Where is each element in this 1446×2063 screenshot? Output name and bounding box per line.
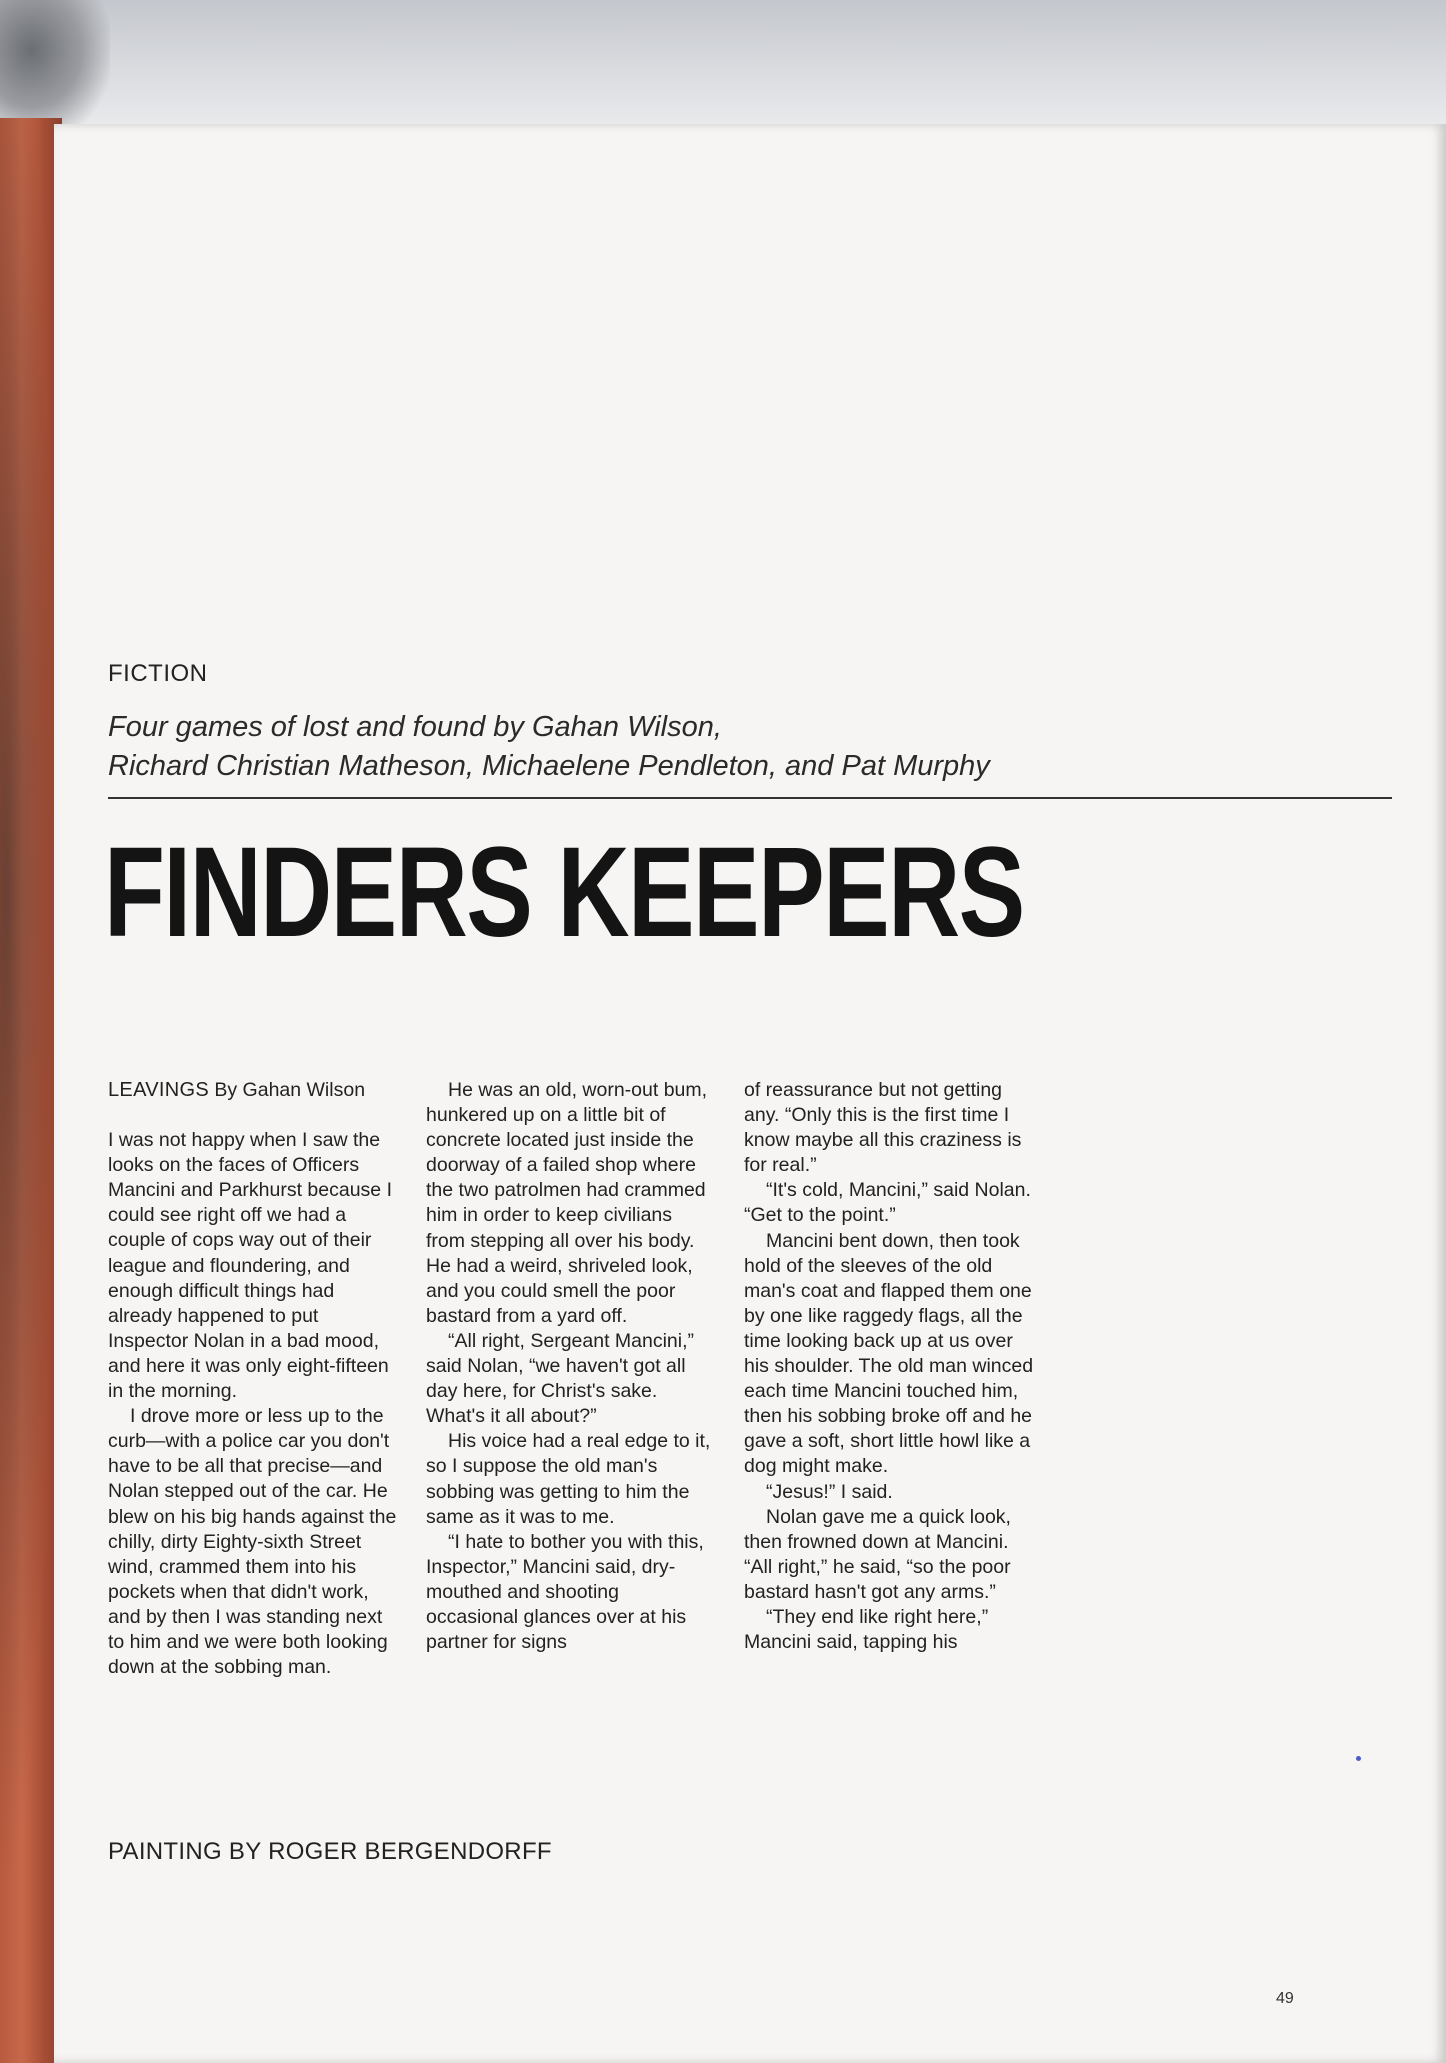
column-2	[426, 1078, 716, 1680]
section-kicker: FICTION	[108, 660, 208, 687]
column-3	[744, 1078, 1034, 1680]
spine-shadow	[0, 118, 62, 2063]
story-title: LEAVINGS	[108, 1079, 209, 1101]
page-number: 49	[1276, 1990, 1294, 2007]
paragraph: of reassurance but not getting any. “Only this is the first time I know maybe all this craziness is for real.”	[744, 1079, 1022, 1177]
paragraph: His voice had a real edge to it, so I suppose the old man's sobbing was getting to him the same as it was to me.	[426, 1430, 711, 1528]
paragraph: I was not happy when I saw the looks on the faces of Officers Mancini and Parkhurst because I could see right off we had a couple of cops way out of their league and floundering, and enough difficult things had already happened to put Inspector Nolan in a bad mood, and here it was only eight-fifteen in the morning.	[108, 1129, 392, 1403]
paragraph: “It's cold, Mancini,” said Nolan. “Get to the point.”	[744, 1179, 1031, 1227]
paragraph: He was an old, worn-out bum, hunkered up on a little bit of concrete located just inside the doorway of a failed shop where the two patrolmen had crammed him in order to keep civilians from stepping all over his body. He had a weird, shriveled look, and you could smell the poor bastard from a yard off.	[426, 1079, 708, 1327]
article-body	[108, 1078, 1038, 1680]
background-strip	[0, 0, 1446, 126]
dek-line-1: Four games of lost and found by Gahan Wilson,	[108, 711, 722, 743]
paragraph: “I hate to bother you with this, Inspector,” Mancini said, dry-mouthed and shooting occasional glances over at his partner for signs	[426, 1530, 704, 1654]
paragraph: “All right, Sergeant Mancini,” said Nolan, “we haven't got all day here, for Christ's sake. What's it all about?”	[426, 1329, 695, 1428]
paragraph: Nolan gave me a quick look, then frowned down at Mancini. “All right,” he said, “so the poor bastard hasn't got any arms.”	[744, 1505, 1011, 1603]
illustration-credit: PAINTING BY ROGER BERGENDORFF	[108, 1838, 552, 1865]
column-1	[108, 1078, 398, 1680]
dek-line-2: Richard Christian Matheson, Michaelene Pendleton, and Pat Murphy	[108, 750, 990, 782]
paragraph: “Jesus!” I said.	[766, 1480, 893, 1503]
story-byline: By Gahan Wilson	[208, 1079, 366, 1101]
book-spine	[0, 118, 62, 2063]
headline: FINDERS KEEPERS	[104, 821, 1024, 964]
ink-speck	[1356, 1756, 1361, 1761]
story-header	[108, 1078, 398, 1103]
article-dek	[108, 708, 1108, 786]
paragraph: Mancini bent down, then took hold of the sleeves of the old man's coat and flapped them one by one like raggedy flags, all the time looking back up at us over his shoulder. The old man winced each time Mancini touched him, then his sobbing broke off and he gave a soft, short little howl like a dog might make.	[744, 1229, 1034, 1478]
paragraph: I drove more or less up to the curb—with a police car you don't have to be all that precise—and Nolan stepped out of the car. He blew on his big hands against the chilly, dirty Eighty-sixth Street wind, crammed them into his pockets when that didn't work, and by then I was standing next to him and we were both looking down at the sobbing man.	[108, 1405, 397, 1679]
paragraph: “They end like right here,” Mancini said, tapping his	[744, 1605, 989, 1654]
header-rule	[108, 797, 1392, 799]
